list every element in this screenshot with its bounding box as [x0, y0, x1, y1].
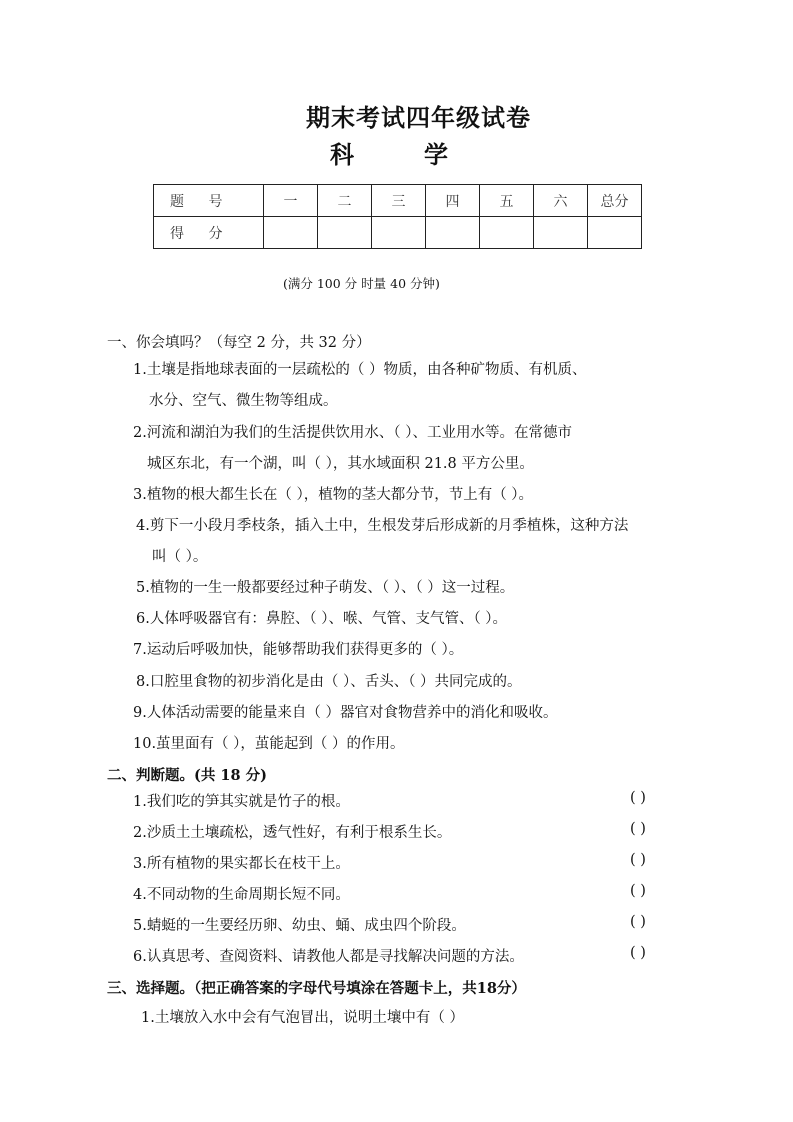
- exam-title: 期末考试四年级试卷: [306, 104, 531, 132]
- answer-paren: ( ): [630, 883, 646, 899]
- col-header: 一: [264, 185, 318, 217]
- exam-subject: [330, 135, 448, 170]
- score-cell: [372, 217, 426, 249]
- answer-paren: ( ): [630, 821, 646, 837]
- fill-question-cont: 城区东北，有一个湖，叫（ ），其水域面积 21.8 平方公里。: [147, 456, 534, 472]
- score-table-header-row: [154, 185, 642, 217]
- fill-question: 10.茧里面有（ ），茧能起到（ ）的作用。: [133, 736, 405, 752]
- section2-heading: 二、判断题。(共 18 分): [107, 767, 267, 784]
- judge-question: 5.蜻蜓的一生要经历卵、幼虫、蛹、成虫四个阶段。: [133, 918, 466, 934]
- fill-question: 2.河流和湖泊为我们的生活提供饮用水、（ ）、工业用水等。在常德市: [133, 425, 572, 441]
- subject-char-2: 学: [424, 141, 448, 169]
- score-cell: [588, 217, 642, 249]
- judge-question: 4.不同动物的生命周期长短不同。: [133, 887, 350, 903]
- answer-paren: ( ): [630, 790, 646, 806]
- judge-question: 2.沙质土土壤疏松，透气性好，有利于根系生长。: [133, 825, 452, 841]
- fill-question-cont: 叫（ ）。: [152, 549, 208, 565]
- fill-question: 9.人体活动需要的能量来自（ ）器官对食物营养中的消化和吸收。: [133, 705, 558, 721]
- score-table-score-row: [154, 217, 642, 249]
- score-cell: [264, 217, 318, 249]
- section3-heading: 三、选择题。（把正确答案的字母代号填涂在答题卡上，共18分）: [107, 980, 526, 997]
- score-cell: [426, 217, 480, 249]
- judge-question: 6.认真思考、查阅资料、请教他人都是寻找解决问题的方法。: [133, 949, 524, 965]
- col-header: 五: [480, 185, 534, 217]
- answer-paren: ( ): [630, 945, 646, 961]
- fill-question: 7.运动后呼吸加快，能够帮助我们获得更多的（ ）。: [133, 642, 464, 658]
- col-header: 二: [318, 185, 372, 217]
- col-header: 四: [426, 185, 480, 217]
- judge-question: 1.我们吃的笋其实就是竹子的根。: [133, 794, 350, 810]
- fill-question: 5.植物的一生一般都要经过种子萌发、（ ）、（ ）这一过程。: [136, 580, 515, 596]
- col-header: 三: [372, 185, 426, 217]
- judge-question: 3.所有植物的果实都长在枝干上。: [133, 856, 350, 872]
- score-cell: [318, 217, 372, 249]
- score-table: [153, 184, 642, 249]
- exam-info: (满分 100 分 时量 40 分钟): [283, 276, 440, 291]
- fill-question-cont: 水分、空气、微生物等组成。: [149, 393, 338, 409]
- col-header: 六: [534, 185, 588, 217]
- fill-question: 4.剪下一小段月季枝条，插入土中，生根发芽后形成新的月季植株，这种方法: [136, 518, 629, 534]
- score-cell: [534, 217, 588, 249]
- answer-paren: ( ): [630, 914, 646, 930]
- fill-question: 1.土壤是指地球表面的一层疏松的（ ）物质，由各种矿物质、有机质、: [133, 362, 587, 378]
- fill-question: 6.人体呼吸器官有：鼻腔、（ ）、喉、气管、支气管、（ ）。: [136, 611, 508, 627]
- fill-question: 3.植物的根大都生长在（ ），植物的茎大都分节，节上有（ ）。: [133, 487, 534, 503]
- fill-question: 8.口腔里食物的初步消化是由（ ）、舌头、（ ）共同完成的。: [136, 674, 522, 690]
- score-cell: [480, 217, 534, 249]
- answer-paren: ( ): [630, 852, 646, 868]
- choice-question: 1.土壤放入水中会有气泡冒出，说明土壤中有（ ）: [141, 1010, 464, 1026]
- question-number-label: 题 号: [154, 185, 264, 217]
- col-header: 总分: [588, 185, 642, 217]
- section1-heading: 一、你会填吗？（每空 2 分，共 32 分）: [107, 335, 371, 351]
- score-label: 得 分: [154, 217, 264, 249]
- subject-char-1: 科: [330, 141, 354, 169]
